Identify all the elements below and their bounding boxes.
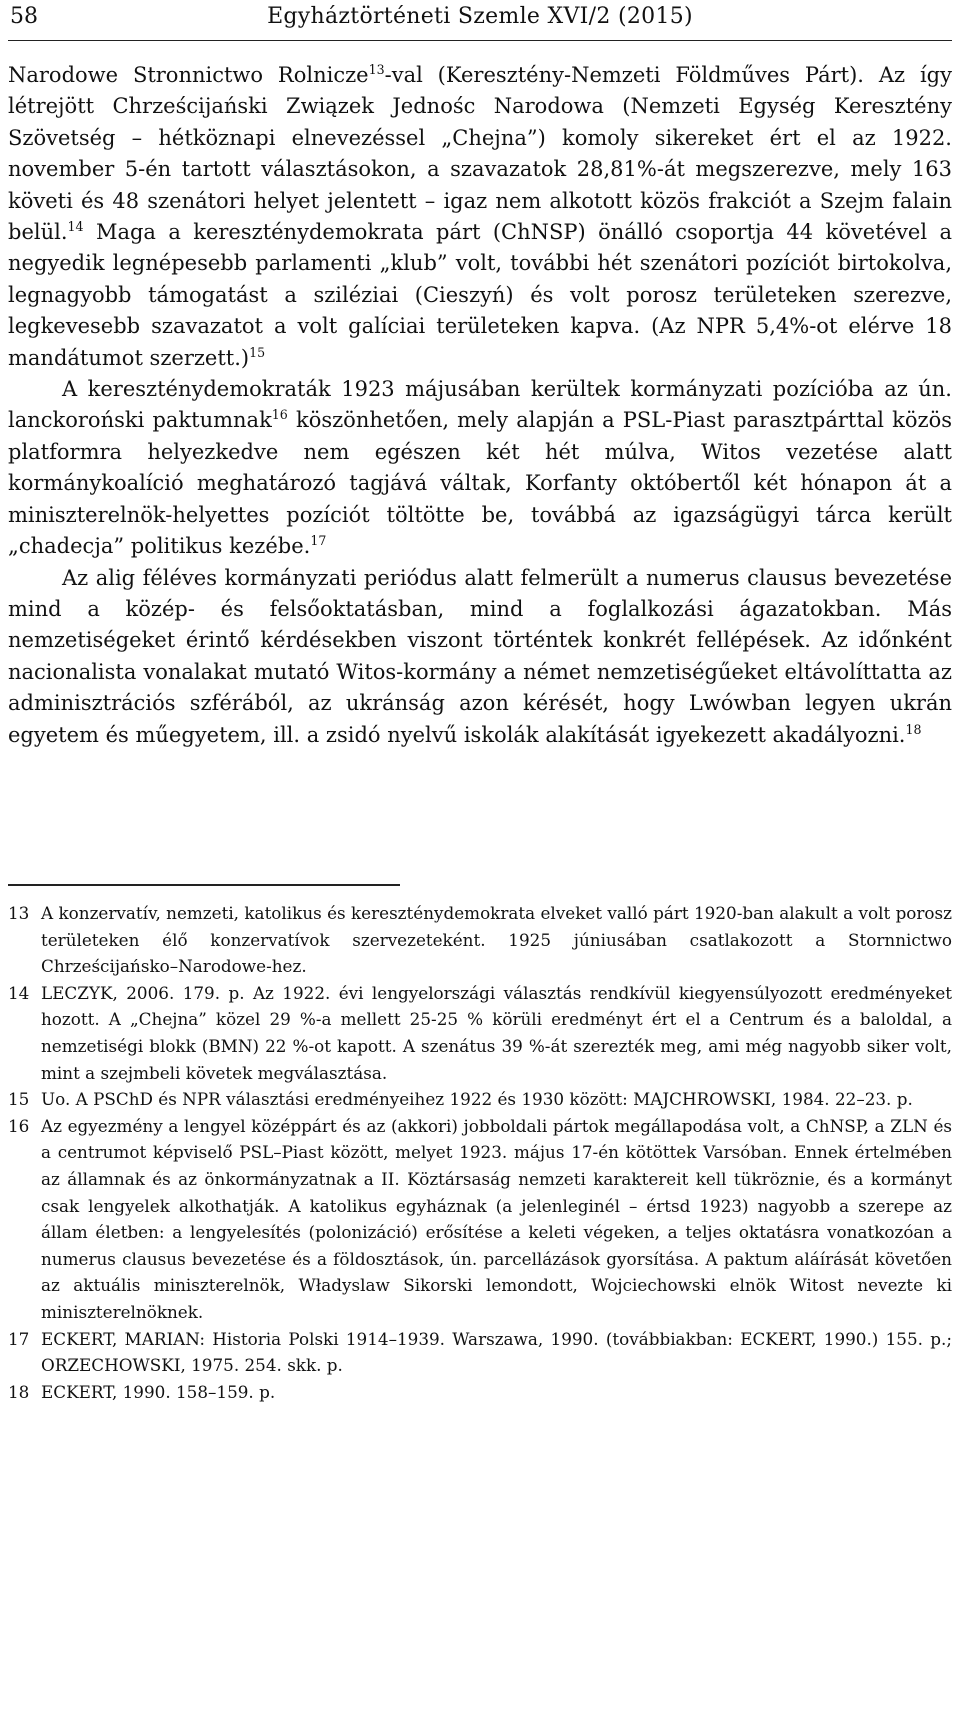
footnote-ref[interactable]: 14 xyxy=(67,218,84,234)
footnotes xyxy=(8,900,952,1405)
footnote-text: ECKERT, MARIAN: Historia Polski 1914–1939. Warszawa, 1990. (továbbiakban: ECKERT, 1990.) 155. p.; ORZECHOWSKI, 1975. 254. skk. p. xyxy=(41,1328,952,1376)
footnote-text: A konzervatív, nemzeti, katolikus és kereszténydemokrata elveket valló párt 1920-ban alakult a volt porosz területeken élő konzervatívok szervezeteként. 1925 júniusában csatlakozott a Stornnictwo Chrześcijańsko–Narodowe-hez. xyxy=(41,903,952,977)
footnote-number: 15 xyxy=(8,1089,30,1110)
footnote-text: LECZYK, 2006. 179. p. Az 1922. évi lengyelországi választás rendkívül kiegyensúlyozott eredményeket hozott. A „Chejna” közel 29 %-a mellett 25-25 % körüli eredményt ért el a Centrum és a baloldal, a nemzetiségi blokk (BMN) 22 %-ot kapott. A szenátus 39 %-át szerezték meg, ami még nagyobb siker volt, mint a szejmbeli követek megválasztása. xyxy=(41,982,952,1083)
footnote-number: 13 xyxy=(8,903,30,923)
footnote-ref[interactable]: 18 xyxy=(905,721,922,737)
body-text xyxy=(8,60,952,751)
footnote-separator xyxy=(8,884,400,886)
footnote-number: 18 xyxy=(8,1381,30,1402)
footnote xyxy=(8,980,952,1086)
footnote-text: ECKERT, 1990. 158–159. p. xyxy=(41,1381,276,1402)
running-header xyxy=(10,4,950,38)
footnote xyxy=(8,900,952,980)
paragraph: Az alig féléves kormányzati periódus alatt felmerült a numerus clausus bevezetése mind a közép- és felsőoktatásban, mind a foglalkozási ágazatokban. Más nemzetiségeket érintő kérdésekben viszont történtek konkrét fellépések. Az időnként nacionalista vonalakat mutató Witos-kormány a német nemzetiségűeket eltávolíttatta az adminisztrációs szférából, az ukránság azon kérését, hogy Lwówban legyen ukrán egyetem és műegyetem, ill. a zsidó nyelvű iskolák alakítását igyekezett akadályozni.$^{18}$ xyxy=(8,565,952,747)
footnote xyxy=(8,1113,952,1326)
footnote-text: Uo. A PSChD és NPR választási eredményeihez 1922 és 1930 között: MAJCHROWSKI, 1984. 22–23. p. xyxy=(41,1089,913,1110)
footnote-number: 17 xyxy=(8,1328,30,1349)
footnote xyxy=(8,1326,952,1379)
paragraph: A kereszténydemokraták 1923 májusában kerültek kormányzati pozícióba az ún. lanckoroński paktumnak$^{16}$ köszönhetően, mely alapján a PSL-Piast parasztpárttal közös platformra helyezkedve nem egészen két hét múlva, Witos vezetése alatt kormánykoalíció meghatározó tagjává váltak, Korfanty októbertől két hónapon át a miniszterelnök-helyettes pozíciót töltötte be, továbbá az igazságügyi tárca került „chadecja” politikus kezébe.$^{17}$ xyxy=(8,377,952,559)
footnote-ref[interactable]: 17 xyxy=(310,532,327,548)
footnote-ref[interactable]: 16 xyxy=(271,407,288,423)
footnote-ref[interactable]: 13 xyxy=(368,61,385,77)
footnote xyxy=(8,1086,952,1113)
header-rule xyxy=(8,40,952,41)
journal-title: Egyháztörténeti Szemle XVI/2 (2015) xyxy=(267,4,693,29)
footnote-number: 14 xyxy=(8,982,30,1003)
footnote-number: 16 xyxy=(8,1115,30,1136)
paragraph: Narodowe Stronnictwo Rolnicze$^{13}$-val (Keresztény-Nemzeti Földműves Párt). Az így létrejött Chrześcijański Związek Jednośc Narodowa (Nemzeti Egység Keresztény Szövetség – hétköznapi elnevezéssel „Chejna”) komoly sikereket ért el az 1922. november 5-én tartott választásokon, a szavazatok 28,81%-át megszerezve, mely 163 követi és 48 szenátori helyet jelentett – igaz nem alkotott közös frakciót a Szejm falain belül.$^{14}$ Maga a kereszténydemokrata párt (ChNSP) önálló csoportja 44 követével a negyedik legnépesebb parlamenti „klub” volt, további hét szenátori pozíciót birtokolva, legnagyobb támogatást a sziléziai (Cieszyń) és volt porosz területeken szerezve, legkevesebb szavazatot a volt galíciai területeken kapva. (Az NPR 5,4%-ot elérve 18 mandátumot szerzett.)$^{15}$ xyxy=(8,61,952,370)
footnote-ref[interactable]: 15 xyxy=(249,344,266,360)
footnote xyxy=(8,1379,952,1406)
footnote-text: Az egyezmény a lengyel középpárt és az (akkori) jobboldali pártok megállapodása volt, a ChNSP, a ZLN és a centrumot képviselő PSL–Piast között, melyet 1923. május 17-én kötöttek Varsóban. Ennek értelmében az államnak és az önkormányzatnak a II. Köztársaság nemzeti karaktereit kell tükröznie, és a kormányt csak lengyelek alkothatják. A katolikus egyháznak (a jelenleginél – értsd 1923) nagyobb a szerepe az állam életben: a lengyelesítés (polonizáció) erősítése a keleti végeken, a teljes oktatásra vonatkozóan a numerus clausus bevezetése és a földosztások, ún. parcellázások gyorsítása. A paktum aláírását követően az aktuális miniszterelnök, Władyslaw Sikorski lemondott, Wojciechowski elnök Witost nevezte ki miniszterelnöknek. xyxy=(41,1115,952,1322)
page-number: 58 xyxy=(10,4,38,29)
